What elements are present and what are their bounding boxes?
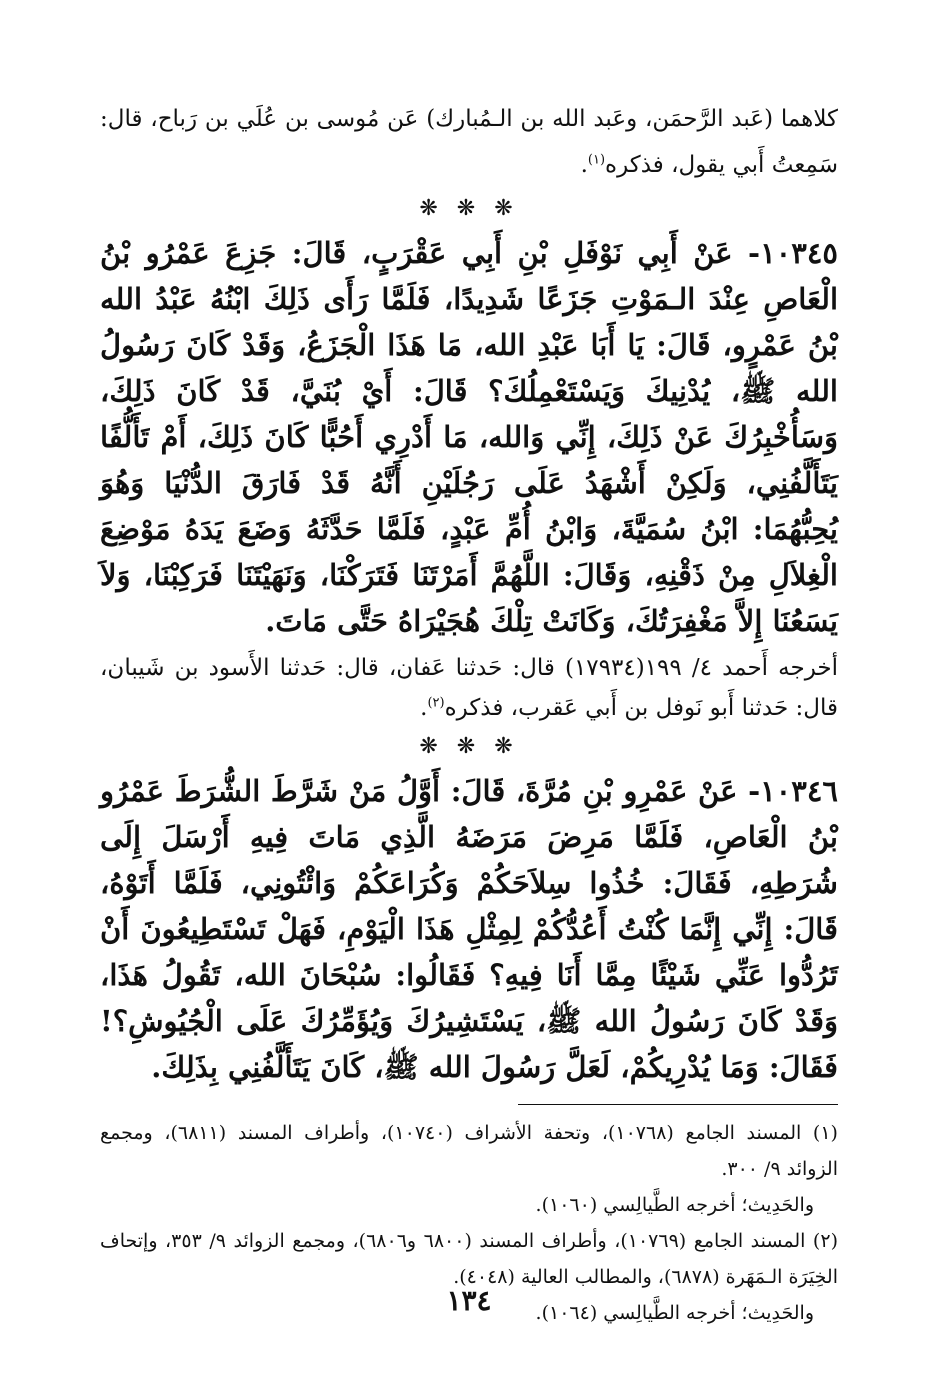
footnote-ref-2: (٢)	[427, 695, 445, 711]
footnote-2-note: والحَدِيث؛ أخرجه الطَّيالِسي (١٠٦٤).	[535, 1302, 814, 1324]
takhrij-10345	[100, 648, 838, 728]
intro-end: .	[580, 152, 588, 178]
takhrij-text: أخرجه أَحمد ٤/ ١٩٩(١٧٩٣٤) قال: حَدثنا عَفان، قال: حَدثنا الأَسود بن شَيبان، قال: حَدثنا أَبو نَوفل بن أَبي عَقرب، فذكره	[100, 655, 839, 721]
footnote-1-note: والحَدِيث؛ أخرجه الطَّيالِسي (١٠٦٠).	[535, 1194, 814, 1216]
hadith-10346: ١٠٣٤٦- عَنْ عَمْرِو بْنِ مُرَّةَ، قَالَ: أَوَّلُ مَنْ شَرَّطَ الشُّرَطَ عَمْرُو بْنُ الْعَاصِ، فَلَمَّا مَرِضَ مَرَضَهُ الَّذِي مَاتَ فِيهِ أَرْسَلَ إِلَى شُرَطِهِ، فَقَالَ: خُذُوا سِلاَحَكُمْ وَكُرَاعَكُمْ وَائْتُونِي، فَلَمَّا أَتَوْهُ، قَالَ: إِنِّي إِنَّمَا كُنْتُ أَعُدُّكُمْ لِمِثْلِ هَذَا الْيَوْمِ، فَهَلْ تَسْتَطِيعُونَ أَنْ تَرُدُّوا عَنِّي شَيْئًا مِمَّا أَنَا فِيهِ؟ فَقَالُوا: سُبْحَانَ الله، تَقُولُ هَذَا، وَقَدْ كَانَ رَسُولُ الله ﷺ، يَسْتَشِيرُكَ وَيُؤَمِّرُكَ عَلَى الْجُيُوشِ؟! فَقَالَ: وَمَا يُدْرِيكُمْ، لَعَلَّ رَسُولَ الله ﷺ، كَانَ يَتَأَلَّفُنِي بِذَلِكَ.	[100, 774, 838, 1084]
intro-paragraph	[100, 96, 838, 188]
footnote-1: (١) المسند الجامع (١٠٧٦٨)، وتحفة الأشراف (١٠٧٤٠)، وأطراف المسند (٦٨١١)، ومجمع الزوائد ٩/ ٣٠٠.	[100, 1122, 838, 1180]
takhrij-end: .	[420, 695, 428, 721]
intro-text: كلاهما (عَبد الرَّحمَن، وعَبد الله بن الـمُبارك) عَن مُوسى بن عُلَي بن رَباح، قال: سَمِعتُ أَبي يقول، فذكره	[100, 106, 838, 178]
footnote-ref-1: (١)	[587, 152, 606, 168]
section-separator-2: ❋ ❋ ❋	[419, 734, 519, 759]
hadith-10345: ١٠٣٤٥- عَنْ أَبِي نَوْفَلِ بْنِ أَبِي عَقْرَبٍ، قَالَ: جَزِعَ عَمْرُو بْنُ الْعَاصِ عِنْدَ الـمَوْتِ جَزَعًا شَدِيدًا، فَلَمَّا رَأَى ذَلِكَ ابْنُهُ عَبْدُ الله بْنُ عَمْرٍو، قَالَ: يَا أَبَا عَبْدِ الله، مَا هَذَا الْجَزَعُ، وَقَدْ كَانَ رَسُولُ الله ﷺ، يُدْنِيكَ وَيَسْتَعْمِلُكَ؟ قَالَ: أَيْ بُنَيَّ، قَدْ كَانَ ذَلِكَ، وَسَأُخْبِرُكَ عَنْ ذَلِكَ، إِنِّي وَالله، مَا أَدْرِي أَحُبًّا كَانَ ذَلِكَ، أَمْ تَأَلُّفًا يَتَأَلَّفُنِي، وَلَكِنْ أَشْهَدُ عَلَى رَجُلَيْنِ أَنَّهُ قَدْ فَارَقَ الدُّنْيَا وَهُوَ يُحِبُّهُمَا: ابْنُ سُمَيَّةَ، وَابْنُ أُمِّ عَبْدٍ، فَلَمَّا حَدَّثَهُ وَضَعَ يَدَهُ مَوْضِعَ الْغِلاَلِ مِنْ ذَقْنِهِ، وَقَالَ: اللَّهُمَّ أَمَرْتَنَا فَتَرَكْنَا، وَنَهَيْتَنَا فَرَكِبْنَا، وَلاَ يَسَعُنَا إِلاَّ مَغْفِرَتُكَ، وَكَانَتْ تِلْكَ هُجَيْرَاهُ حَتَّى مَاتَ.	[100, 236, 838, 638]
page-number: ١٣٤	[446, 1284, 492, 1317]
section-separator-1: ❋ ❋ ❋	[419, 196, 519, 221]
footnote-divider	[518, 1104, 838, 1105]
footnote-2: (٢) المسند الجامع (١٠٧٦٩)، وأطراف المسند (٦٨٠٠ و٦٨٠٦)، ومجمع الزوائد ٩/ ٣٥٣، وإتحاف الخِيَرَة الـمَهَرة (٦٨٧٨)، والمطالب العالية (٤٠٤٨).	[100, 1230, 838, 1288]
